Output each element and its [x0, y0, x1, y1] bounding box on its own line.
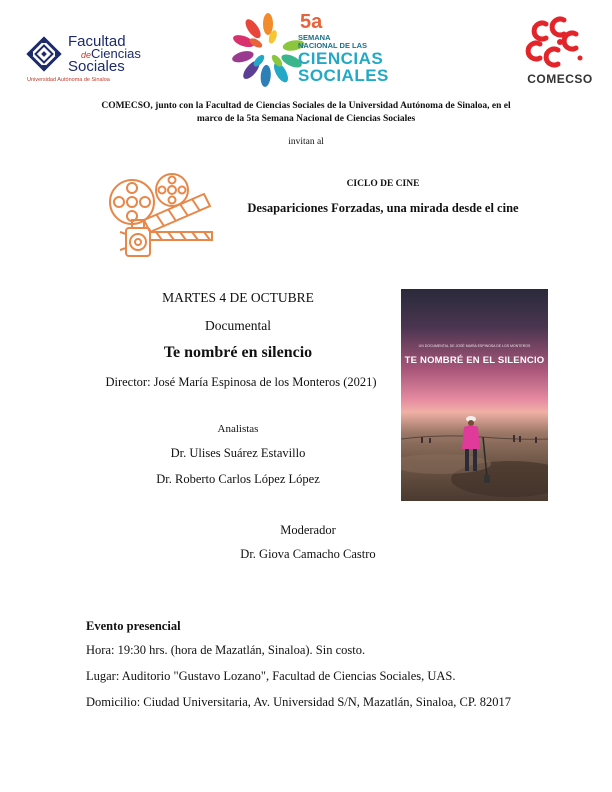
comecso-logo-text: COMECSO — [527, 72, 593, 86]
moderador-label: Moderador — [280, 523, 336, 537]
ciclo-title: Desapariciones Forzadas, una mirada desde el cine — [247, 201, 519, 215]
invitan-text: invitan al — [288, 137, 324, 147]
semana-logo-number: 5a — [300, 11, 323, 33]
event-type: Documental — [205, 318, 271, 333]
comecso-logo-emblem — [524, 14, 596, 74]
film-poster — [401, 289, 548, 501]
film-director: Director: José María Espinosa de los Monteros (2021) — [105, 375, 377, 389]
fcs-logo-ciencias: Ciencias — [91, 46, 141, 61]
event-date: MARTES 4 DE OCTUBRE — [162, 290, 314, 305]
semana-logo-line2: NACIONAL DE LAS — [298, 41, 368, 50]
analista-name: Dr. Ulises Suárez Estavillo — [170, 446, 306, 460]
ciclo-label: CICLO DE CINE — [346, 179, 420, 189]
poster-scene-illustration — [401, 289, 548, 501]
analista-name: Dr. Roberto Carlos López López — [156, 472, 320, 486]
film-camera-icon — [104, 170, 224, 260]
semana-logo-line3: CIENCIAS — [298, 49, 384, 68]
fcs-logo-line3: Sociales — [68, 58, 125, 75]
semana-logo-line1: SEMANA — [298, 33, 331, 42]
evento-label: Evento presencial — [86, 619, 181, 633]
poster-title: TE NOMBRÉ EN EL SILENCIO — [404, 355, 545, 366]
moderador-name: Dr. Giova Camacho Castro — [240, 547, 376, 561]
semana-logo-line4: SOCIALES — [298, 66, 389, 85]
fcs-logo-university: Universidad Autónoma de Sinaloa — [27, 77, 110, 83]
fcs-logo-line1: Facultad — [68, 33, 126, 50]
event-place: Lugar: Auditorio "Gustavo Lozano", Facultad de Ciencias Sociales, UAS. — [86, 669, 456, 683]
analistas-label: Analistas — [217, 423, 259, 435]
intro-text: COMECSO, junto con la Facultad de Ciencias Sociales de la Universidad Autónoma de Sinaloa, en el marco de la 5ta Semana Nacional de Ciencias Sociales — [101, 101, 511, 124]
event-address: Domicilio: Ciudad Universitaria, Av. Universidad S/N, Mazatlán, Sinaloa, CP. 82017 — [86, 695, 511, 709]
film-title: Te nombré en silencio — [163, 344, 313, 361]
event-time: Hora: 19:30 hrs. (hora de Mazatlán, Sinaloa). Sin costo. — [86, 643, 366, 657]
poster-tagline: UN DOCUMENTAL DE JOSÉ MARÍA ESPINOSA DE LOS MONTEROS — [418, 344, 531, 348]
fcs-logo-de: de — [81, 50, 92, 60]
